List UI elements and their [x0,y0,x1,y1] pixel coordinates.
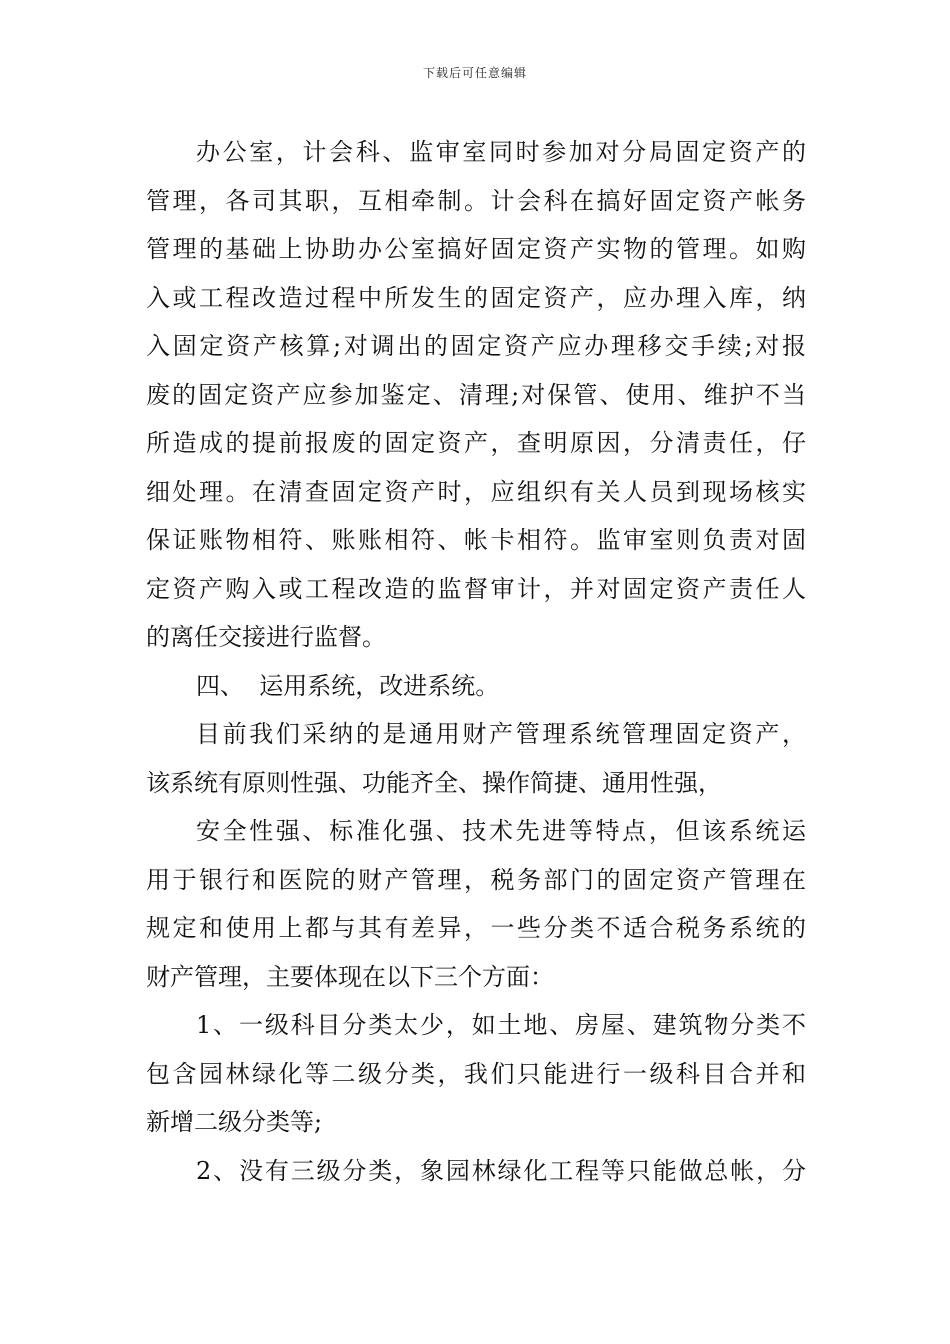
text-line: 细处理。在清查固定资产时，应组织有关人员到现场核实 [146,477,806,506]
text-line: 该系统有原则性强、功能齐全、操作简捷、通用性强， [146,768,722,797]
text-line: 办公室，计会科、监审室同时参加对分局固定资产的 [196,138,806,166]
text-line: 用于银行和医院的财产管理，税务部门的固定资产管理在 [146,865,806,894]
text-line: 财产管理，主要体现在以下三个方面： [146,962,554,991]
text-line: 1、一级科目分类太少，如土地、房屋、建筑物分类不 [196,1011,806,1039]
document-body [146,128,806,1195]
text-line: 新增二级分类等; [146,1108,323,1136]
text-line: 管理，各司其职，互相牵制。计会科在搞好固定资产帐务 [146,186,806,215]
text-line: 废的固定资产应参加鉴定、清理;对保管、使用、维护不当 [146,380,806,409]
text-line: 的离任交接进行监督。 [146,623,386,651]
text-line: 2、没有三级分类，象园林绿化工程等只能做总帐，分 [196,1156,806,1185]
text-line: 管理的基础上协助办公室搞好固定资产实物的管理。如购 [146,235,806,263]
list-item [146,1001,806,1147]
text-line: 入固定资产核算;对调出的固定资产应办理移交手续;对报 [146,332,806,360]
page-header: 下载后可任意编辑 [422,66,527,80]
text-line: 四、 运用系统，改进系统。 [196,671,500,700]
text-line: 目前我们采纳的是通用财产管理系统管理固定资产， [196,720,806,748]
paragraph [146,710,806,807]
text-line: 包含园林绿化等二级分类，我们只能进行一级科目合并和 [146,1059,806,1088]
paragraph [146,128,806,662]
paragraph [146,807,806,1001]
text-line: 入或工程改造过程中所发生的固定资产，应办理入库，纳 [146,283,806,312]
text-line: 规定和使用上都与其有差异，一些分类不适合税务系统的 [146,914,806,942]
text-line: 保证账物相符、账账相符、帐卡相符。监审室则负责对固 [146,526,806,554]
list-item [146,1147,806,1196]
text-line: 所造成的提前报废的固定资产，查明原因，分清责任，仔 [146,429,806,457]
section-heading [146,662,806,711]
text-line: 安全性强、标准化强、技术先进等特点，但该系统运 [196,817,806,845]
text-line: 定资产购入或工程改造的监督审计，并对固定资产责任人 [146,574,806,603]
